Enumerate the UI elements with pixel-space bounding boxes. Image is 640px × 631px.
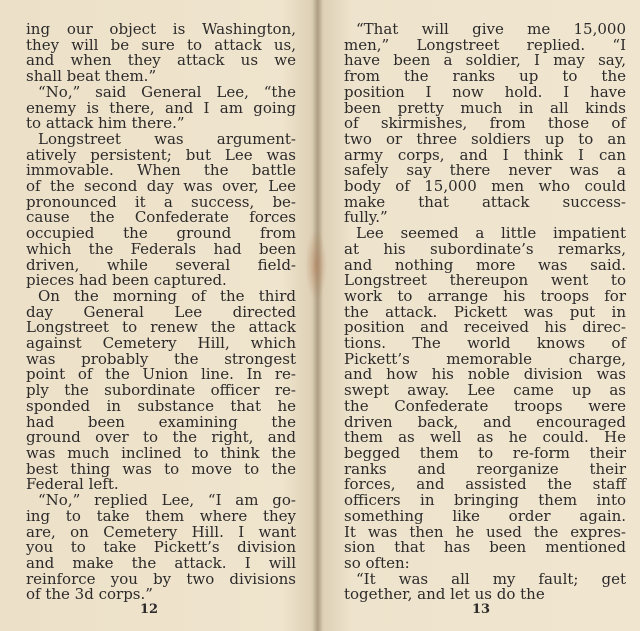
text-line: Longstreet to renew the attack	[26, 318, 296, 337]
right-page-number: 13	[472, 602, 491, 617]
text-line: ranks and reorganize their	[344, 459, 626, 478]
text-line: On the morning of the third	[38, 286, 296, 305]
text-line: day General Lee directed	[26, 302, 296, 321]
text-line: point of the Union line. In re-	[26, 365, 296, 384]
text-line: have been a soldier, I may say,	[344, 51, 626, 70]
text-line: sion that has been mentioned	[344, 538, 626, 557]
text-line: “No,” said General Lee, “the	[38, 82, 296, 101]
text-line: swept away. Lee came up as	[344, 381, 626, 400]
text-line: begged them to re-form their	[344, 443, 626, 462]
text-line: of skirmishes, from those of	[344, 114, 626, 133]
text-line: from the ranks up to the	[344, 67, 626, 86]
text-line: ing to take them where they	[26, 506, 296, 525]
text-line: pronounced it a success, be-	[26, 192, 296, 211]
text-line: cause the Confederate forces	[26, 208, 296, 227]
text-line: and nothing more was said.	[344, 255, 626, 274]
left-page	[0, 0, 316, 631]
text-line: and how his noble division was	[344, 365, 626, 384]
text-line: work to arrange his troops for	[344, 286, 626, 305]
text-line: them as well as he could. He	[344, 428, 626, 447]
text-line: was probably the strongest	[26, 349, 296, 368]
text-line: officers in bringing them into	[344, 491, 626, 510]
text-line: It was then he used the expres-	[344, 522, 626, 541]
text-line: driven back, and encouraged	[344, 412, 626, 431]
text-line: and when they attack us we	[26, 51, 296, 70]
text-line: body of 15,000 men who could	[344, 177, 626, 196]
text-line: sponded in substance that he	[26, 396, 296, 415]
text-line: had been examining the	[26, 412, 296, 431]
text-line: which the Federals had been	[26, 239, 296, 258]
text-line: occupied the ground from	[26, 224, 296, 243]
text-line: you to take Pickett’s division	[26, 538, 296, 557]
text-line: make that attack success-	[344, 192, 626, 211]
right-page	[322, 0, 640, 631]
text-line: was much inclined to think the	[26, 443, 296, 462]
text-line: two or three soldiers up to an	[344, 129, 626, 148]
text-line: are, on Cemetery Hill. I want	[26, 522, 296, 541]
text-line: ply the subordinate officer re-	[26, 381, 296, 400]
text-line: position and received his direc-	[344, 318, 626, 337]
text-line: “No,” replied Lee, “I am go-	[38, 491, 296, 510]
text-line: pieces had been captured.	[26, 271, 227, 290]
text-line: best thing was to move to the	[26, 459, 296, 478]
text-line: forces, and assisted the staff	[344, 475, 626, 494]
text-line: men,” Longstreet replied. “I	[344, 35, 626, 54]
text-line: driven, while several field-	[26, 255, 296, 274]
text-line: Pickett’s memorable charge,	[344, 349, 626, 368]
text-line: Lee seemed a little impatient	[356, 224, 626, 243]
text-line: ing our object is Washington,	[26, 20, 296, 38]
text-line: been pretty much in all kinds	[344, 98, 626, 117]
text-line: the attack. Pickett was put in	[344, 302, 626, 321]
text-line: army corps, and I think I can	[344, 145, 626, 164]
text-line: against Cemetery Hill, which	[26, 334, 296, 353]
text-line: immovable. When the battle	[26, 161, 296, 180]
text-line: ground over to the right, and	[26, 428, 296, 447]
text-line: “That will give me 15,000	[356, 20, 626, 38]
text-line: of the 3d corps.”	[26, 585, 153, 604]
text-line: atively persistent; but Lee was	[26, 145, 296, 164]
text-line: and make the attack. I will	[26, 553, 296, 572]
text-line: of the second day was over, Lee	[26, 177, 296, 196]
text-line: shall beat them.”	[26, 67, 157, 86]
text-line: Longstreet was argument-	[38, 129, 296, 148]
text-line: the Confederate troops were	[344, 396, 626, 415]
text-line: tions. The world knows of	[344, 334, 626, 353]
text-line: position I now hold. I have	[344, 82, 626, 101]
text-line: to attack him there.”	[26, 114, 185, 133]
text-line: together, and let us do the	[344, 585, 545, 604]
text-line: “It was all my fault; get	[356, 569, 626, 588]
text-line: Longstreet thereupon went to	[344, 271, 626, 290]
text-line: they will be sure to attack us,	[26, 35, 296, 54]
text-line: safely say there never was a	[344, 161, 626, 180]
text-line: enemy is there, and I am going	[26, 98, 296, 117]
text-line: so often:	[344, 553, 410, 572]
text-line: Federal left.	[26, 475, 119, 494]
text-line: reinforce you by two divisions	[26, 569, 296, 588]
text-line: something like order again.	[344, 506, 626, 525]
left-page-text	[26, 22, 296, 603]
right-page-text	[344, 22, 626, 603]
text-line: at his subordinate’s remarks,	[344, 239, 626, 258]
text-line: fully.”	[344, 208, 388, 227]
left-page-number: 12	[140, 602, 159, 617]
